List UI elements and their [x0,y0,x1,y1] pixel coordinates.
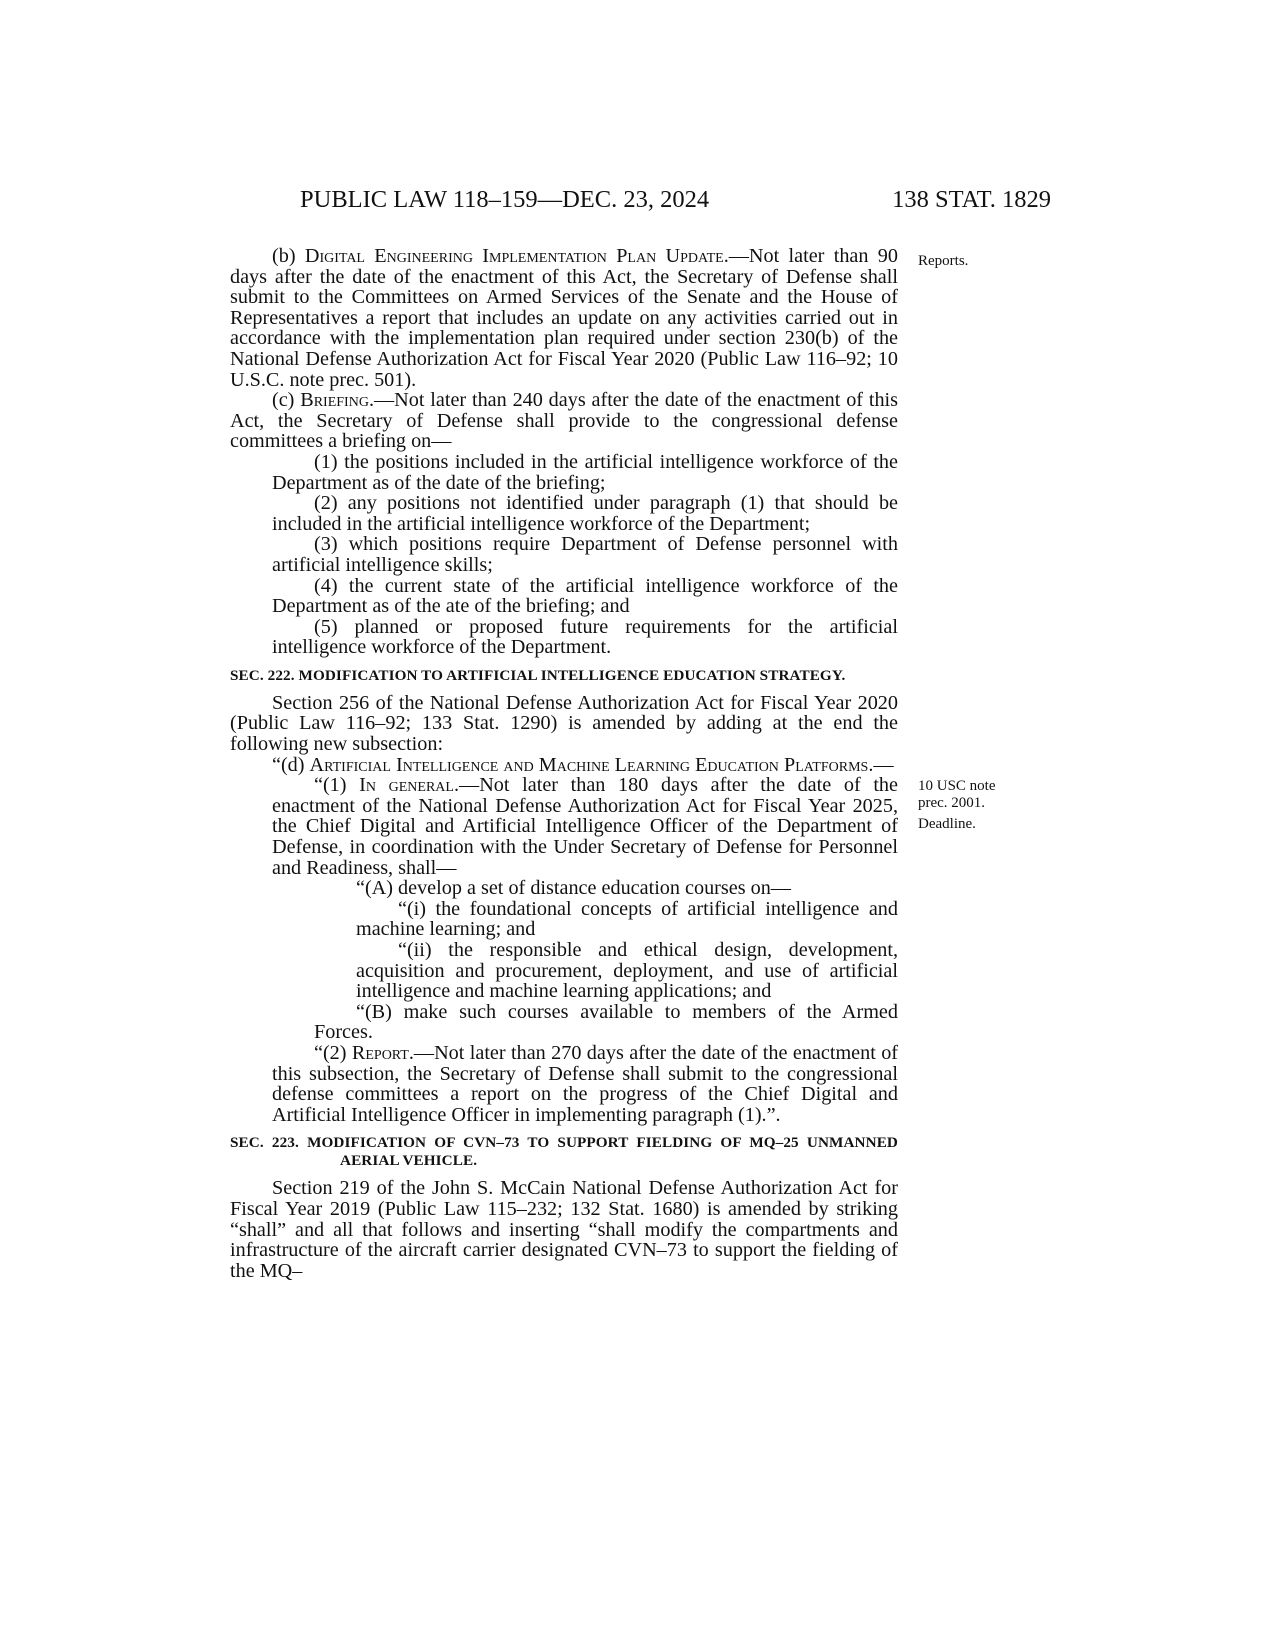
subsection-c-lead: (c) [272,389,301,412]
margin-note-deadline: Deadline. [918,816,976,832]
paragraph-d2-lead: “(2) [314,1041,352,1064]
subsection-c-text: .—Not later than 240 days after the date of the enactment of this Act, the Secretary of Defense shall provide to the congressional defense committees a briefing on— [230,389,899,453]
subsection-d [230,755,898,776]
subsection-b-lead: (b) [272,245,305,267]
subsection-d-lead: “(d) [272,753,310,776]
margin-note-usc: 10 USC note prec. 2001. [918,778,996,811]
margin-note-reports: Reports. [918,253,969,269]
subsection-c [230,390,898,452]
paragraph-d1 [230,775,898,878]
clause-d-i: “(i) the foundational concepts of artificial intelligence and machine learning; and [356,897,898,941]
paragraph-d2-heading: Report [351,1041,409,1064]
paragraph-d1-text: .—Not later than 180 days after the date of the enactment of the National Defense Authorization Act for Fiscal Year 2025, the Chief Digital and Artificial Intelligence Officer of the Department of Defense, in coordination with the Under Secretary of Defense for Personnel and Readiness, shall— [272,774,898,879]
page-number-stat: 138 STAT. 1829 [892,186,1051,213]
running-header-title: PUBLIC LAW 118–159—DEC. 23, 2024 [300,186,710,213]
clause-d-ii: “(ii) the responsible and ethical design, development, acquisition and procurement, deployment, and use of artificial intelligence and machine learning applications; and [356,939,898,1003]
section-223-heading: SEC. 223. MODIFICATION OF CVN–73 TO SUPPORT FIELDING OF MQ–25 UNMANNED AERIAL VEHICLE. [230,1134,898,1170]
subparagraph-d-A: “(A) develop a set of distance education courses on— [356,877,791,900]
paragraph-d1-lead: “(1) [314,774,360,797]
subsection-d-heading: Artificial Intelligence and Machine Learning Education Platforms [309,753,869,776]
section-223-intro: Section 219 of the John S. McCain National Defense Authorization Act for Fiscal Year 2019 (Public Law 115–232; 132 Stat. 1680) is amended by striking “shall” and all that follows and inserting “shall modify the compartments and infrastructure of the aircraft carrier designated CVN–73 to support the fielding of the MQ– [230,1177,898,1282]
paragraph-c3: (3) which positions require Department of Defense personnel with artificial intelligence skills; [272,533,898,576]
subsection-c-heading: Briefing [300,389,369,412]
paragraph-c2: (2) any positions not identified under paragraph (1) that should be included in the artificial intelligence workforce of the Department; [272,492,898,535]
subsection-b-text: .—Not later than 90 days after the date of the enactment of this Act, the Secretary of Defense shall submit to the Committees on Armed Services of the Senate and the House of Representatives a report that includes an update on any activities carried out in accordance with the implementation plan required under section 230(b) of the National Defense Authorization Act for Fiscal Year 2020 (Public Law 116–92; 10 U.S.C. note prec. 501). [230,245,898,391]
paragraph-d2 [230,1043,898,1125]
paragraph-d2-text: .—Not later than 270 days after the date of the enactment of this subsection, the Secretary of Defense shall submit to the congressional defense committees a report on the progress of the Chief Digital and Artificial Intelligence Officer in implementing paragraph (1).”. [272,1041,899,1126]
paragraph-d1-heading: In general [359,774,454,797]
paragraph-c1: (1) the positions included in the artificial intelligence workforce of the Department as of the date of the briefing; [272,450,898,494]
section-222-intro: Section 256 of the National Defense Authorization Act for Fiscal Year 2020 (Public Law 116–92; 133 Stat. 1290) is amended by adding at the end the following new subsection: [230,691,898,756]
subsection-d-tail: .— [868,753,894,776]
section-222-heading: SEC. 222. MODIFICATION TO ARTIFICIAL INTELLIGENCE EDUCATION STRATEGY. [230,666,846,684]
subsection-b [230,246,898,390]
paragraph-c4: (4) the current state of the artificial intelligence workforce of the Department as of the ate of the briefing; and [272,574,898,618]
paragraph-c5: (5) planned or proposed future requirements for the artificial intelligence workforce of the Department. [272,615,898,659]
document-body [230,246,898,1281]
subparagraph-d-B: “(B) make such courses available to members of the Armed Forces. [314,1000,898,1044]
subsection-b-heading: Digital Engineering Implementation Plan Update [304,245,724,267]
